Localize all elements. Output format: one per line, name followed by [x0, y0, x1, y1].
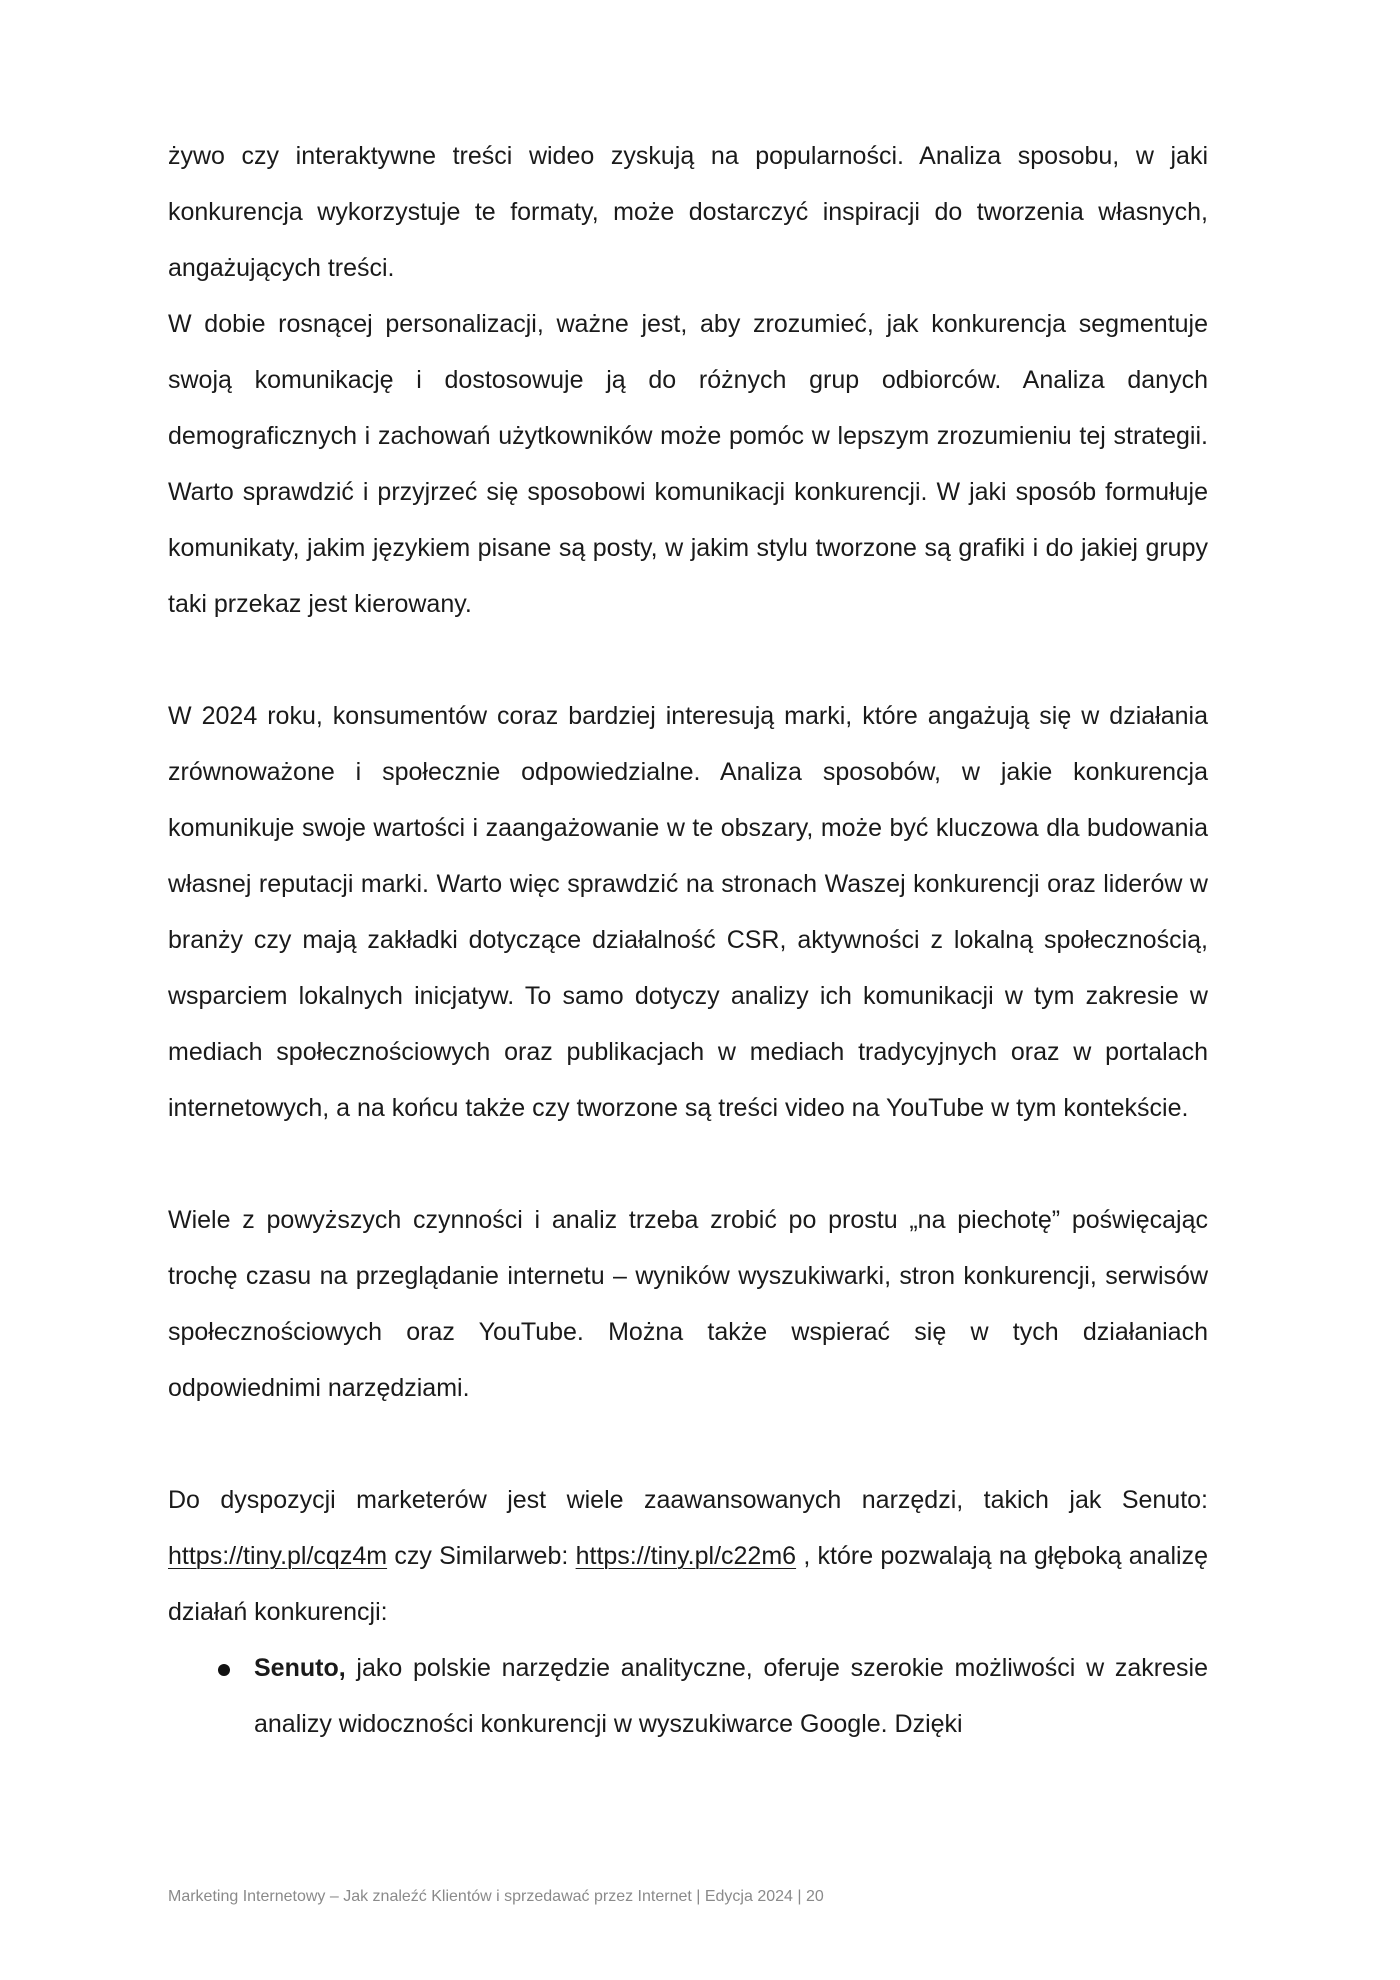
paragraph-gap: [168, 1136, 1208, 1192]
paragraph-csr: W 2024 roku, konsumentów coraz bardziej interesują marki, które angażują się w działania zrównoważone i społecznie odpowiedzialne. Analiza sposobów, w jakie konkurencja komunikuje swoje wartości i zaangażowanie w te obszary, może być kluczowa dla budowania własnej reputacji marki. Warto więc sprawdzić na stronach Waszej konkurencji oraz liderów w branży czy mają zakładki dotyczące działalność CSR, aktywności z lokalną społecznością, wsparciem lokalnych inicjatyw. To samo dotyczy analizy ich komunikacji w tym zakresie w mediach społecznościowych oraz publikacjach w mediach tradycyjnych oraz w portalach internetowych, a na końcu także czy tworzone są treści video na YouTube w tym kontekście.: [168, 702, 1208, 1122]
paragraph-tools: [168, 1472, 1208, 1640]
bullet-bold-label: Senuto,: [254, 1654, 346, 1682]
document-page: [168, 128, 1208, 1752]
tools-bullet-list: [168, 1640, 1208, 1752]
paragraph-gap: [168, 632, 1208, 688]
tools-text-between: czy Similarweb:: [387, 1542, 576, 1570]
senuto-link[interactable]: https://tiny.pl/cqz4m: [168, 1542, 388, 1570]
bullet-text: jako polskie narzędzie analityczne, oferuje szerokie możliwości w zakresie analizy widoczności konkurencji w wyszukiwarce Google. Dzięki: [254, 1654, 1208, 1738]
paragraph-personalization: W dobie rosnącej personalizacji, ważne jest, aby zrozumieć, jak konkurencja segmentuje swoją komunikację i dostosowuje ją do różnych grup odbiorców. Analiza danych demograficznych i zachowań użytkowników może pomóc w lepszym zrozumieniu tej strategii. Warto sprawdzić i przyjrzeć się sposobowi komunikacji konkurencji. W jaki sposób formułuje komunikaty, jakim językiem pisane są posty, w jakim stylu tworzone są grafiki i do jakiej grupy taki przekaz jest kierowany.: [168, 310, 1208, 618]
page-footer: Marketing Internetowy – Jak znaleźć Klientów i sprzedawać przez Internet | Edycja 2024 | 20: [168, 1888, 824, 1905]
tools-text-after: , które pozwalają na głęboką analizę działań konkurencji:: [168, 1542, 1208, 1626]
paragraph-gap: [168, 1416, 1208, 1472]
bullet-icon: [218, 1664, 230, 1676]
tools-text-before: Do dyspozycji marketerów jest wiele zaawansowanych narzędzi, takich jak Senuto:: [168, 1486, 1208, 1514]
list-item: [168, 1640, 1208, 1752]
paragraph-manual-analysis: Wiele z powyższych czynności i analiz trzeba zrobić po prostu „na piechotę” poświęcając trochę czasu na przeglądanie internetu – wyników wyszukiwarki, stron konkurencji, serwisów społecznościowych oraz YouTube. Można także wspierać się w tych działaniach odpowiednimi narzędziami.: [168, 1206, 1208, 1402]
similarweb-link[interactable]: https://tiny.pl/c22m6: [575, 1542, 797, 1570]
paragraph-video-formats: żywo czy interaktywne treści wideo zyskują na popularności. Analiza sposobu, w jaki konkurencja wykorzystuje te formaty, może dostarczyć inspiracji do tworzenia własnych, angażujących treści.: [168, 142, 1208, 282]
